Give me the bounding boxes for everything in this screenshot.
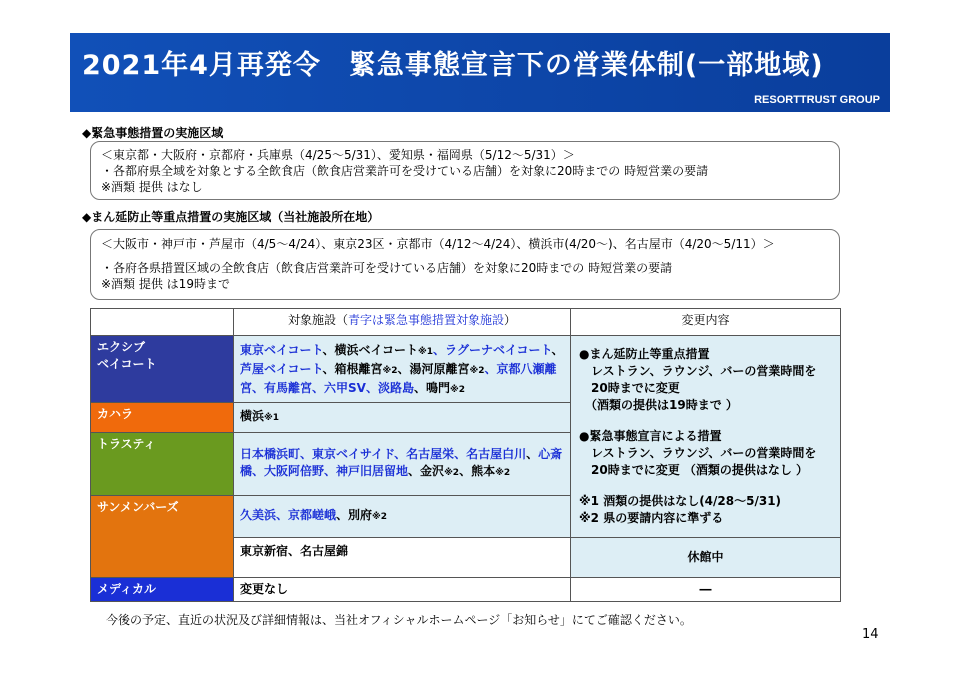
- table-row-xiv: [91, 336, 841, 403]
- sunmembers-facility-list: [234, 496, 571, 538]
- note-mark: ※2: [450, 385, 466, 395]
- footer-note: 今後の予定、直近の状況及び詳細情報は、当社オフィシャルホームページ「お知らせ」にてご確認ください。: [106, 613, 692, 627]
- facility-kanazawa: 、金沢: [408, 464, 445, 478]
- header-facility-post: ）: [504, 313, 517, 327]
- change-line: レストラン、ラウンジ、バーの営業時間を: [579, 364, 817, 378]
- section-heading-emergency: ◆緊急事態措置の実施区域: [82, 126, 224, 140]
- change-line: 20時までに変更: [579, 381, 680, 395]
- facility-tokyo-baycourt: 東京ベイコート: [240, 343, 323, 357]
- header-change: 変更内容: [571, 309, 841, 336]
- facility-ashiya-baycourt: 芦屋ベイコート: [240, 362, 323, 376]
- facility-kyoto-saga: 、京都嵯峨: [276, 508, 337, 522]
- header-facility-pre: 対象施設（: [287, 313, 348, 327]
- facility-yugawara-rikyu: 、湯河原離宮: [397, 362, 470, 376]
- table-row-medical: [91, 578, 841, 602]
- facility-nagoya-shirakawa: 、名古屋白川: [454, 447, 527, 461]
- footnote-line: ※1 酒類の提供はなし(4/28～5/31): [579, 494, 782, 508]
- category-kahala: カハラ: [91, 403, 234, 433]
- emergency-measures-box: [90, 141, 840, 200]
- facility-laguna-baycourt: 、ラグーナベイコート: [433, 343, 552, 357]
- business-status-table: [90, 308, 841, 602]
- category-trusty: トラスティ: [91, 433, 234, 496]
- facility-yokohama-baycourt: 、横浜ベイコート: [322, 343, 418, 357]
- trusty-facility-list: [234, 433, 571, 496]
- facility-beppu: 、別府: [336, 508, 373, 522]
- facility-kyoto-yase-rikyu: 、京都八瀬離宮: [240, 362, 557, 395]
- priority-alcohol-line: ※酒類 提供 は19時まで: [101, 277, 230, 291]
- note-mark: ※2: [444, 468, 460, 478]
- facility-arima-rikyu: 、有馬離宮: [252, 381, 313, 395]
- change-line: レストラン、ラウンジ、バーの営業時間を: [579, 446, 817, 460]
- closed-status: 休館中: [571, 538, 841, 578]
- spacer: [579, 414, 832, 428]
- facility-osaka-abeno: 、大阪阿倍野: [252, 464, 325, 478]
- facility-nihonbashi-hamacho: 日本橋浜町: [240, 447, 301, 461]
- facility-kumamoto: 、熊本: [459, 464, 496, 478]
- facility-awajishima: 、淡路島: [365, 381, 414, 395]
- priority-request-line: ・各府各県措置区域の全飲食店（飲食店営業許可を受けている店舗）を対象に20時までの 時短営業の要請: [101, 261, 673, 275]
- section-heading-priority: ◆まん延防止等重点措置の実施区域（当社施設所在地）: [82, 210, 380, 224]
- medical-change: ―: [571, 578, 841, 602]
- table-header-row: [91, 309, 841, 336]
- note-mark: ※2: [469, 366, 485, 376]
- change-details-cell: [571, 336, 841, 538]
- facility-naruto: 、鳴門: [413, 381, 450, 395]
- title-banner: [70, 33, 890, 112]
- medical-facility-list: 変更なし: [234, 578, 571, 602]
- closed-facility-list: 東京新宿、名古屋錦: [234, 538, 571, 578]
- facility-hakone-rikyu: 、箱根離宮: [322, 362, 383, 376]
- footnote-line: ※2 県の要請内容に準ずる: [579, 511, 724, 525]
- kahala-facility-list: [234, 403, 571, 433]
- category-medical: メディカル: [91, 578, 234, 602]
- note-mark: ※2: [372, 512, 388, 522]
- brand-name: RESORTTRUST GROUP: [754, 94, 880, 106]
- facility-kobe-kyukyoryuchi: 、神戸旧居留地: [324, 464, 409, 478]
- facility-kumihama: 久美浜: [240, 508, 277, 522]
- page-title: 2021年4月再発令 緊急事態宣言下の営業体制(一部地域): [82, 50, 824, 81]
- change-line: 20時までに変更 （酒類の提供はなし ）: [579, 463, 809, 477]
- page-number: 14: [862, 627, 879, 642]
- emergency-alcohol-line: ※酒類 提供 はなし: [101, 180, 203, 194]
- separator: 、: [526, 447, 539, 461]
- change-line: （酒類の提供は19時まで ）: [579, 398, 738, 412]
- note-mark: ※1: [417, 347, 433, 357]
- facility-nagoya-sakae: 、名古屋栄: [394, 447, 455, 461]
- xiv-facility-list: [234, 336, 571, 403]
- facility-tokyo-bayside: 、東京ベイサイド: [300, 447, 395, 461]
- header-facility: [234, 309, 571, 336]
- change-line: ●緊急事態宣言による措置: [579, 429, 722, 443]
- emergency-area-line: ＜東京都・大阪府・京都府・兵庫県（4/25～5/31）、愛知県・福岡県（5/12～5/31）＞: [101, 148, 575, 162]
- spacer: [579, 479, 832, 493]
- emergency-request-line: ・各都府県全域を対象とする全飲食店（飲食店営業許可を受けている店舗）を対象に20時までの 時短営業の要請: [101, 164, 709, 178]
- priority-area-line: ＜大阪市・神戸市・芦屋市（4/5～4/24）、東京23区・京都市（4/12～4/24）、横浜市(4/20～)、名古屋市（4/20～5/11）＞: [101, 237, 775, 251]
- facility-rokko-sv: 、六甲SV: [312, 381, 366, 395]
- priority-measures-box: [90, 229, 840, 300]
- facility-shinsaibashi: 心斎橋: [240, 447, 563, 478]
- header-blank-cell: [91, 309, 234, 336]
- note-mark: ※1: [264, 413, 280, 423]
- facility-yokohama: 横浜: [240, 409, 265, 423]
- note-mark: ※2: [495, 468, 511, 478]
- category-sunmembers: サンメンバーズ: [91, 496, 234, 578]
- separator: 、: [551, 343, 564, 357]
- category-xiv-baycourt: エクシブ ベイコート: [91, 336, 234, 403]
- change-line: ●まん延防止等重点措置: [579, 347, 710, 361]
- note-mark: ※2: [382, 366, 398, 376]
- header-facility-blue-note: 青字は緊急事態措置対象施設: [347, 313, 504, 327]
